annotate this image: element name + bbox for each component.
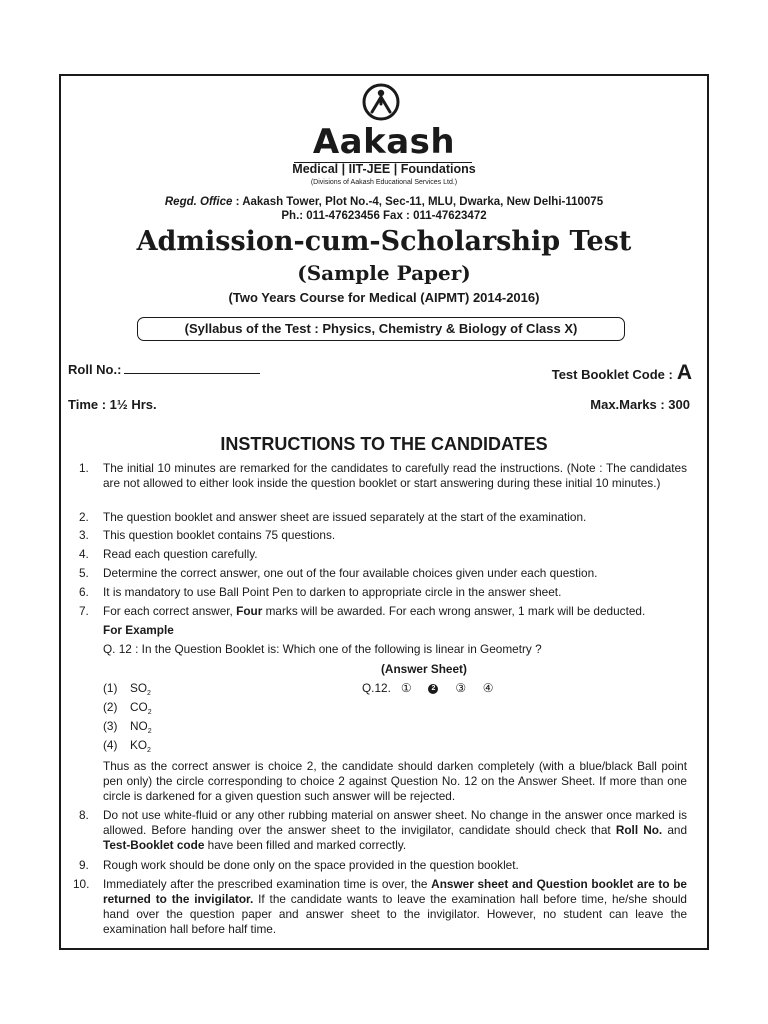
- option-item: (4) $KO_2$: [103, 738, 151, 754]
- brand-name: Aakash: [312, 122, 456, 162]
- choice-1-circle: ①: [400, 681, 412, 695]
- option-item: (3) $NO_2$: [103, 719, 152, 735]
- option-item: (2) $CO_2$: [103, 700, 152, 716]
- example-explanation: Thus as the correct answer is choice 2, the candidate should darken completely (with a blue/black Ball point pen only) the circle corresponding to choice 2 against Question No. 12 on the Answer Sheet. If more than one circle is darkened for a given question such answer will be rejected.: [103, 759, 687, 803]
- option-item: (1) $SO_2$: [103, 681, 151, 697]
- sample-paper-page: Aakash Medical | IIT-JEE | Foundations (Divisions of Aakash Educational Services Ltd.) Regd. Office : Aakash Tower, Plot No.-4, Sec-11, MLU, Dwarka, New Delhi-110075 Ph.: 011-47623456 Fax : 011-47623472 Admission-cum-Scholarship Test (Sample Paper) (Two Years Course for Medical (AIPMT) 2014-2016) (Syllabus of the Test : Physics, Chemistry & Biology of Class X) Roll No.: Test Booklet Code : A Time : 1½ Hrs. Max.Marks : 300 INSTRUCTIONS TO THE CANDIDATES 1. The initial 10 minutes are remarked for the candidates to carefully read the instructions. (Note : The candidates are not allowed to either look inside the question booklet or start answering during these initial 10 minutes.) 2. The question booklet and answer sheet are issued separately at the start of the examination. 3. This question booklet contains 75 questions. 4. Read each question carefully. 5. Determine the correct answer, one out of the four available choices given under each question. 6. It is mandatory to use Ball Point Pen to darken to appropriate circle in the answer sheet. 7. For each correct answer, Four marks will be awarded. For each wrong answer, 1 mark will be deducted. For Example Q. 12 : In the Question Booklet is: Which one of the following is linear in Geometry ? (Answer Sheet) Q.12. ① 2 ③ ④ (1) $SO_2$ (2) $CO_2$ (3) $NO_2$ (4) $KO_2$ Thus as the correct answer is choice 2, the candidate should darken completely (with a blue/black Ball point pen only) the circle corresponding to choice 2 against Question No. 12 on the Answer Sheet. If more than one circle is darkened for a given question such answer will be rejected. 8. Do not use white-fluid or any other rubbing material on answer sheet. No change in the answer once marked is allowed. Before handing over the answer sheet to the invigilator, candidate should check that Roll No. and Test-Booklet code have been filled and marked correctly. 9. Rough work should be done only on the space provided in the question booklet. 10. Immediately after the prescribed examination time is over, the Answer sheet and Question booklet are to be returned to the invigilator. If the candidate wants to leave the examination hall before time, he/she should hand over the question paper and answer sheet to the invigilator. However, no student can leave the examination hall before half time.: [0, 0, 768, 1024]
- answer-sheet-row: Q.12. ① 2 ③ ④: [362, 681, 500, 696]
- example-question: Q. 12 : In the Question Booklet is: Which one of the following is linear in Geometry ?: [103, 642, 542, 656]
- registered-office: Regd. Office : Aakash Tower, Plot No.-4, Sec-11, MLU, Dwarka, New Delhi-110075: [164, 196, 604, 208]
- choice-4-circle: ④: [482, 681, 494, 695]
- page-subtitle: (Sample Paper): [297, 261, 471, 285]
- syllabus-box: (Syllabus of the Test : Physics, Chemistry & Biology of Class X): [137, 317, 625, 341]
- course-line: (Two Years Course for Medical (AIPMT) 2014-2016): [228, 290, 540, 305]
- choice-3-circle: ③: [455, 681, 466, 695]
- brand-divisions: Medical | IIT-JEE | Foundations: [292, 162, 476, 176]
- answer-sheet-label: (Answer Sheet): [381, 662, 467, 676]
- test-booklet-code: Test Booklet Code : A: [551, 361, 692, 384]
- roll-number-blank: [124, 361, 260, 374]
- example-label: For Example: [103, 623, 174, 637]
- choice-2-circle: 2: [421, 681, 445, 696]
- test-time: Time : 1½ Hrs.: [68, 397, 157, 412]
- page-title: Admission-cum-Scholarship Test: [136, 226, 632, 257]
- brand-divisions-note: (Divisions of Aakash Educational Services Ltd.): [310, 179, 458, 186]
- roll-number-field: Roll No.:: [68, 361, 260, 378]
- instructions-heading: INSTRUCTIONS TO THE CANDIDATES: [220, 434, 548, 454]
- phone-fax: Ph.: 011-47623456 Fax : 011-47623472: [281, 210, 487, 222]
- max-marks: Max.Marks : 300: [590, 397, 690, 412]
- aakash-logo-icon: [361, 82, 401, 122]
